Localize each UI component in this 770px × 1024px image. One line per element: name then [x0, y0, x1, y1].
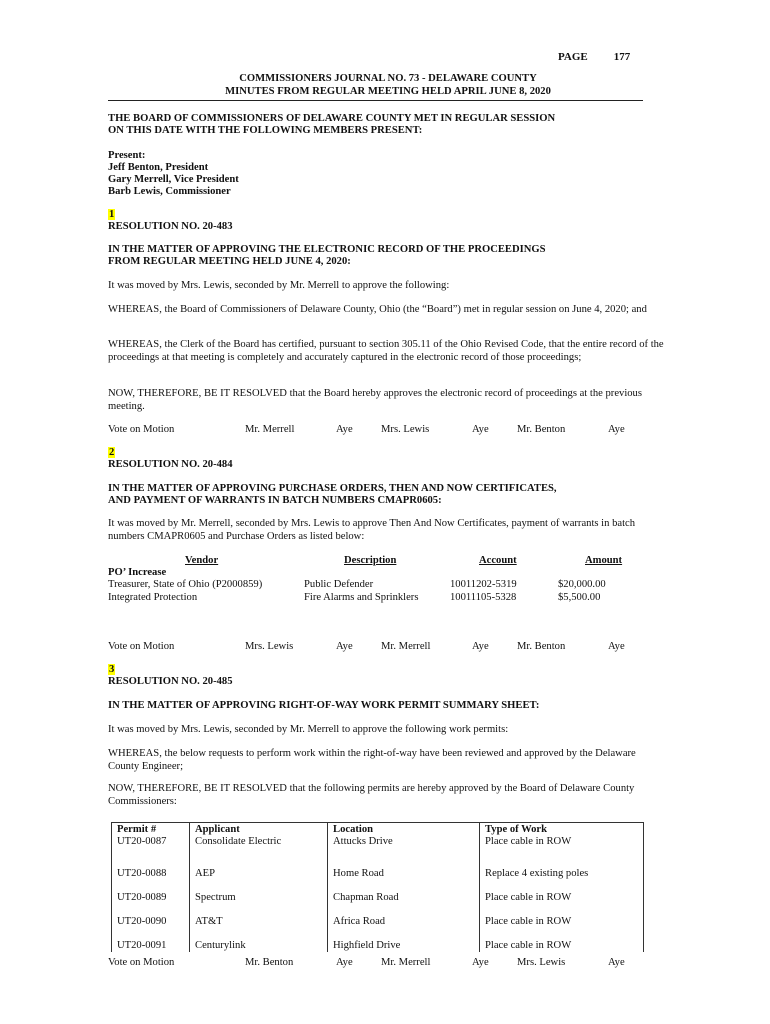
- po-account: 10011105-5328: [450, 592, 517, 603]
- vote-label: Vote on Motion: [108, 641, 175, 652]
- voter-name: Mrs. Lewis: [245, 641, 294, 652]
- resolution-title-1a: IN THE MATTER OF APPROVING THE ELECTRONIC RECORD OF THE PROCEEDINGS: [108, 244, 546, 255]
- motion-text-2: It was moved by Mr. Merrell, seconded by Mrs. Lewis to approve Then And Now Certificates, payment of warrants in batch numbers CMAPR0605 and Purchase Orders as listed below:: [108, 518, 636, 542]
- permit-table-header: [112, 823, 644, 837]
- voter-name: Mr. Benton: [517, 424, 566, 435]
- permit-type: Place cable in ROW: [480, 836, 644, 858]
- present-label: Present:: [108, 150, 146, 161]
- table-row: [112, 906, 644, 930]
- voter-name: Mr. Merrell: [381, 641, 431, 652]
- whereas-1a: WHEREAS, the Board of Commissioners of Delaware County, Ohio (the “Board”) met in regular session on June 4, 2020; and: [108, 304, 647, 315]
- meeting-title: MINUTES FROM REGULAR MEETING HELD APRIL JUNE 8, 2020: [225, 86, 551, 97]
- permit-location: Attucks Drive: [328, 836, 480, 858]
- page-number-value: 177: [613, 51, 631, 63]
- permit-number: UT20-0088: [112, 858, 190, 882]
- col-header-amount: Amount: [585, 555, 623, 566]
- table-row: [112, 882, 644, 906]
- permit-location: Home Road: [328, 858, 480, 882]
- permit-type: Replace 4 existing poles: [480, 858, 644, 882]
- voter-name: Mr. Benton: [245, 957, 294, 968]
- permit-type: Place cable in ROW: [480, 882, 644, 906]
- po-amount: $20,000.00: [558, 579, 606, 590]
- vote-value: Aye: [608, 641, 625, 652]
- whereas-1b: WHEREAS, the Clerk of the Board has certified, pursuant to section 305.11 of the Ohio Revised Code, that the entire record of the proceedings at that meeting is completely and accurately captured in the electronic record of those proceedings;: [108, 339, 664, 363]
- table-row: [112, 930, 644, 952]
- col-header-vendor: Vendor: [185, 555, 219, 566]
- resolution-number-3: RESOLUTION NO. 20-485: [108, 676, 233, 687]
- permit-table: [111, 822, 644, 952]
- header-rule: [108, 100, 643, 101]
- resolution-title-2b: AND PAYMENT OF WARRANTS IN BATCH NUMBERS CMAPR0605:: [108, 495, 442, 506]
- page-number: [558, 51, 630, 64]
- col-header-type: Type of Work: [480, 823, 644, 837]
- permit-applicant: AEP: [190, 858, 328, 882]
- resolved-3: NOW, THEREFORE, BE IT RESOLVED that the following permits are hereby approved by the Board of Delaware County Commissioners:: [108, 783, 635, 807]
- resolved-1: NOW, THEREFORE, BE IT RESOLVED that the Board hereby approves the electronic record of proceedings at the previous meeting.: [108, 388, 642, 412]
- voter-name: Mr. Benton: [517, 641, 566, 652]
- col-header-applicant: Applicant: [190, 823, 328, 837]
- vote-value: Aye: [472, 957, 489, 968]
- col-header-description: Description: [344, 555, 397, 566]
- vote-value: Aye: [472, 424, 489, 435]
- motion-text-1: It was moved by Mrs. Lewis, seconded by Mr. Merrell to approve the following:: [108, 280, 450, 291]
- permit-applicant: Centurylink: [190, 930, 328, 952]
- po-description: Public Defender: [304, 579, 374, 590]
- permit-number: UT20-0089: [112, 882, 190, 906]
- resolution-title-3: IN THE MATTER OF APPROVING RIGHT-OF-WAY WORK PERMIT SUMMARY SHEET:: [108, 700, 540, 711]
- member-3: Barb Lewis, Commissioner: [108, 186, 231, 197]
- permit-number: UT20-0090: [112, 906, 190, 930]
- vote-value: Aye: [336, 641, 353, 652]
- resolution-title-1b: FROM REGULAR MEETING HELD JUNE 4, 2020:: [108, 256, 351, 267]
- resolution-number-2: RESOLUTION NO. 20-484: [108, 459, 233, 470]
- table-row: [112, 858, 644, 882]
- table-row: [112, 836, 644, 858]
- permit-location: Highfield Drive: [328, 930, 480, 952]
- journal-title: COMMISSIONERS JOURNAL NO. 73 - DELAWARE COUNTY: [239, 73, 537, 84]
- voter-name: Mrs. Lewis: [517, 957, 566, 968]
- vote-value: Aye: [608, 957, 625, 968]
- po-vendor: Integrated Protection: [108, 592, 198, 603]
- vote-value: Aye: [336, 424, 353, 435]
- motion-text-3: It was moved by Mrs. Lewis, seconded by Mr. Merrell to approve the following work permits:: [108, 724, 509, 735]
- permit-type: Place cable in ROW: [480, 930, 644, 952]
- po-vendor: Treasurer, State of Ohio (P2000859): [108, 579, 263, 590]
- vote-value: Aye: [472, 641, 489, 652]
- voter-name: Mrs. Lewis: [381, 424, 430, 435]
- po-amount: $5,500.00: [558, 592, 601, 603]
- purchase-order-table: [108, 555, 668, 615]
- resolution-number-1: RESOLUTION NO. 20-483: [108, 221, 233, 232]
- agenda-marker-1: 1: [109, 209, 115, 220]
- po-account: 10011202-5319: [450, 579, 517, 590]
- permit-applicant: Spectrum: [190, 882, 328, 906]
- permit-number: UT20-0091: [112, 930, 190, 952]
- permit-location: Chapman Road: [328, 882, 480, 906]
- permit-type: Place cable in ROW: [480, 906, 644, 930]
- vote-label: Vote on Motion: [108, 424, 175, 435]
- vote-label: Vote on Motion: [108, 957, 175, 968]
- permit-applicant: AT&T: [190, 906, 328, 930]
- permit-location: Africa Road: [328, 906, 480, 930]
- resolution-title-2a: IN THE MATTER OF APPROVING PURCHASE ORDERS, THEN AND NOW CERTIFICATES,: [108, 483, 557, 494]
- whereas-3: WHEREAS, the below requests to perform work within the right-of-way have been reviewed and approved by the Delaware County Engineer;: [108, 748, 636, 772]
- member-1: Jeff Benton, President: [108, 162, 209, 173]
- vote-row-1: [108, 424, 668, 437]
- permit-number: UT20-0087: [112, 836, 190, 858]
- agenda-marker-2: 2: [109, 447, 115, 458]
- agenda-marker-3: 3: [109, 664, 115, 675]
- intro-line-1: THE BOARD OF COMMISSIONERS OF DELAWARE COUNTY MET IN REGULAR SESSION: [108, 113, 556, 124]
- vote-value: Aye: [608, 424, 625, 435]
- voter-name: Mr. Merrell: [245, 424, 295, 435]
- col-header-account: Account: [479, 555, 517, 566]
- po-description: Fire Alarms and Sprinklers: [304, 592, 419, 603]
- voter-name: Mr. Merrell: [381, 957, 431, 968]
- member-2: Gary Merrell, Vice President: [108, 174, 239, 185]
- intro-line-2: ON THIS DATE WITH THE FOLLOWING MEMBERS PRESENT:: [108, 125, 423, 136]
- vote-value: Aye: [336, 957, 353, 968]
- vote-row-2: [108, 641, 668, 654]
- po-group-label: PO’ Increase: [108, 567, 167, 578]
- vote-row-3: [108, 957, 668, 970]
- permit-applicant: Consolidate Electric: [190, 836, 328, 858]
- page-label: PAGE: [558, 51, 588, 63]
- col-header-location: Location: [328, 823, 480, 837]
- col-header-permit: Permit #: [112, 823, 190, 837]
